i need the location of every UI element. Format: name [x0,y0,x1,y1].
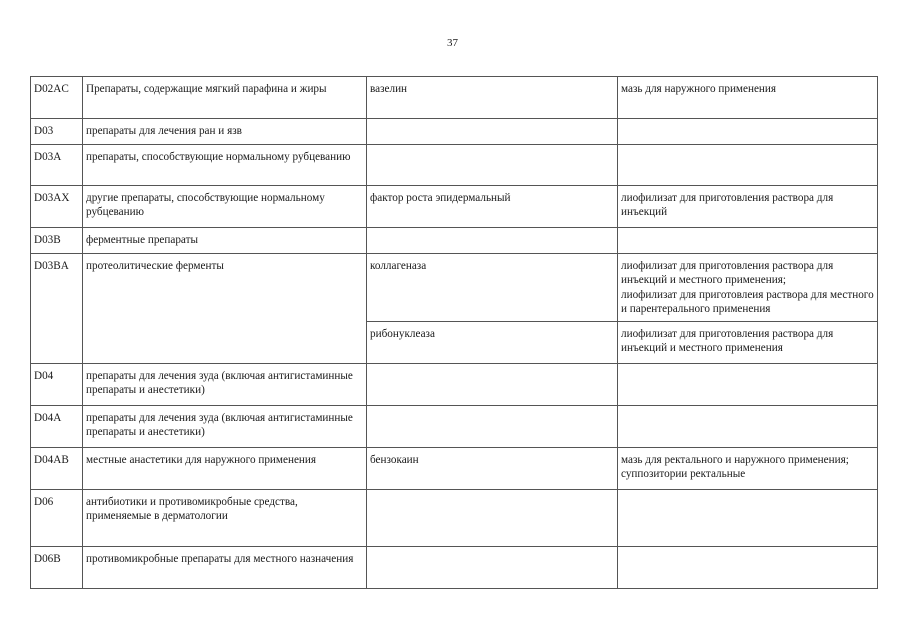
atc-code-cell: D04 [31,364,83,406]
anatomical-therapeutic-group-cell: антибиотики и противомикробные средства, применяемые в дерматологии [83,490,367,547]
dosage-form-line: лиофилизат для приготовления раствора для инъекций и местного применения; [621,260,834,287]
anatomical-therapeutic-group-cell: ферментные препараты [83,228,367,254]
dosage-form-cell [618,490,878,547]
drug-name-cell: вазелин [367,77,618,119]
anatomical-therapeutic-group-cell: Препараты, содержащие мягкий парафина и жиры [83,77,367,119]
drug-name-cell [367,490,618,547]
drug-name-cell: фактор роста эпидермальный [367,186,618,228]
drug-name-cell: бензокаин [367,448,618,490]
atc-code-cell: D06B [31,547,83,589]
drug-name-cell [367,406,618,448]
drug-name-cell: коллагеназа [367,254,618,322]
dosage-form-line: лиофилизат для приготовлеия раствора для местного и парентерального применения [621,288,874,315]
page-number: 37 [447,37,458,49]
anatomical-therapeutic-group-cell: препараты для лечения зуда (включая антигистаминные препараты и анестетики) [83,364,367,406]
dosage-form-cell [618,364,878,406]
atc-code-cell: D03B [31,228,83,254]
dosage-form-line: лиофилизат для приготовления раствора для инъекций и местного применения [621,328,834,355]
dosage-form-cell [618,145,878,186]
table-row [31,77,878,119]
dosage-form-line: мазь для наружного применения [621,83,777,95]
table-row [31,119,878,145]
drug-name-cell: рибонуклеаза [367,322,618,364]
drug-name-cell [367,228,618,254]
atc-code-cell: D03BA [31,254,83,364]
table-row [31,547,878,589]
table-row [31,228,878,254]
dosage-form-cell [618,228,878,254]
dosage-form-cell [618,186,878,228]
table-row [31,364,878,406]
table-row [31,186,878,228]
dosage-form-line: суппозитории ректальные [621,468,746,481]
anatomical-therapeutic-group-cell: препараты, способствующие нормальному рубцеванию [83,145,367,186]
drug-classification-table [30,76,878,589]
table-row [31,254,878,322]
dosage-form-line: лиофилизат для приготовления раствора для инъекций [621,192,834,219]
table-row [31,406,878,448]
atc-code-cell: D04AB [31,448,83,490]
dosage-form-cell [618,254,878,322]
atc-code-cell: D06 [31,490,83,547]
table-row [31,448,878,490]
drug-name-cell [367,547,618,589]
atc-code-cell: D03A [31,145,83,186]
atc-code-cell: D03AX [31,186,83,228]
table-row [31,490,878,547]
anatomical-therapeutic-group-cell: препараты для лечения зуда (включая антигистаминные препараты и анестетики) [83,406,367,448]
anatomical-therapeutic-group-cell: местные анастетики для наружного применения [83,448,367,490]
dosage-form-cell [618,448,878,490]
drug-name-cell [367,119,618,145]
drug-name-cell [367,364,618,406]
atc-code-cell: D04A [31,406,83,448]
dosage-form-line: мазь для ректального и наружного применения; [621,454,849,466]
anatomical-therapeutic-group-cell: протеолитические ферменты [83,254,367,364]
dosage-form-cell [618,547,878,589]
anatomical-therapeutic-group-cell: другие препараты, способствующие нормальному рубцеванию [83,186,367,228]
anatomical-therapeutic-group-cell: противомикробные препараты для местного назначения [83,547,367,589]
atc-code-cell: D02AC [31,77,83,119]
atc-code-cell: D03 [31,119,83,145]
dosage-form-cell [618,406,878,448]
dosage-form-cell [618,119,878,145]
drug-name-cell [367,145,618,186]
dosage-form-cell [618,77,878,119]
table-row [31,145,878,186]
anatomical-therapeutic-group-cell: препараты для лечения ран и язв [83,119,367,145]
dosage-form-cell [618,322,878,364]
